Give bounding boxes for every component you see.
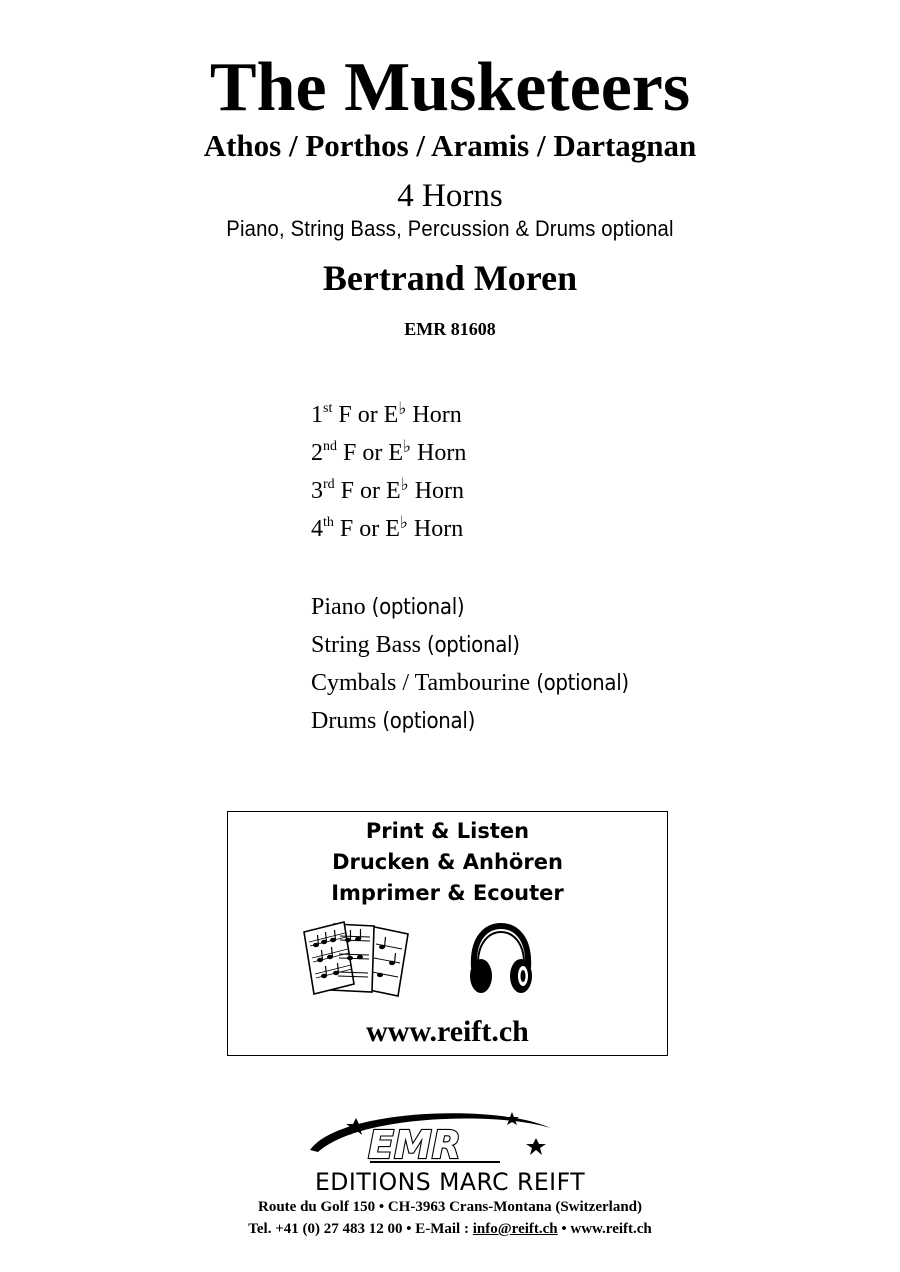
- page-title: The Musketeers: [209, 49, 691, 126]
- optional-part-item: String Bass (optional): [311, 632, 520, 658]
- promo-website: www.reift.ch: [366, 1015, 529, 1048]
- emr-logo: [300, 1108, 600, 1168]
- part-item: 3rd F or E♭ Horn: [311, 475, 465, 504]
- logo-text: EMR: [368, 1123, 462, 1167]
- publisher-address: Route du Golf 150 • CH-3963 Crans-Montana (Switzerland): [258, 1199, 642, 1215]
- flat-symbol: ♭: [398, 399, 407, 419]
- part-item: 1st F or E♭ Horn: [311, 399, 462, 428]
- part-item: 2nd F or E♭ Horn: [311, 437, 467, 466]
- email-link[interactable]: info@reift.ch: [472, 1221, 558, 1237]
- part-item: 4th F or E♭ Horn: [311, 513, 464, 542]
- publisher-contact: Tel. +41 (0) 27 483 12 00 • E-Mail : info@reift.ch • www.reift.ch: [248, 1221, 652, 1237]
- catalog-number: EMR 81608: [404, 319, 496, 339]
- publisher-name: EDITIONS MARC REIFT: [314, 1168, 586, 1196]
- subtitle: Athos / Porthos / Aramis / Dartagnan: [203, 128, 697, 163]
- headphones-icon: [466, 922, 536, 998]
- optional-part-item: Drums (optional): [311, 708, 476, 734]
- ensemble: 4 Horns: [397, 178, 503, 214]
- optional-part-item: Piano (optional): [311, 594, 465, 620]
- print-listen-box: [227, 811, 668, 1056]
- composer: Bertrand Moren: [322, 258, 578, 298]
- promo-line-german: Drucken & Anhören: [332, 850, 563, 874]
- flat-symbol: ♭: [399, 513, 408, 533]
- flat-symbol: ♭: [403, 437, 412, 457]
- optional-parts-list: [311, 588, 629, 740]
- sheet-music-icon: [300, 918, 412, 998]
- promo-line-english: Print & Listen: [365, 819, 530, 843]
- optional-part-item: Cymbals / Tambourine (optional): [311, 670, 629, 696]
- flat-symbol: ♭: [400, 475, 409, 495]
- promo-line-french: Imprimer & Ecouter: [331, 881, 564, 905]
- optional-instruments-line: Piano, String Bass, Percussion & Drums optional: [226, 216, 674, 241]
- parts-list: [311, 396, 466, 548]
